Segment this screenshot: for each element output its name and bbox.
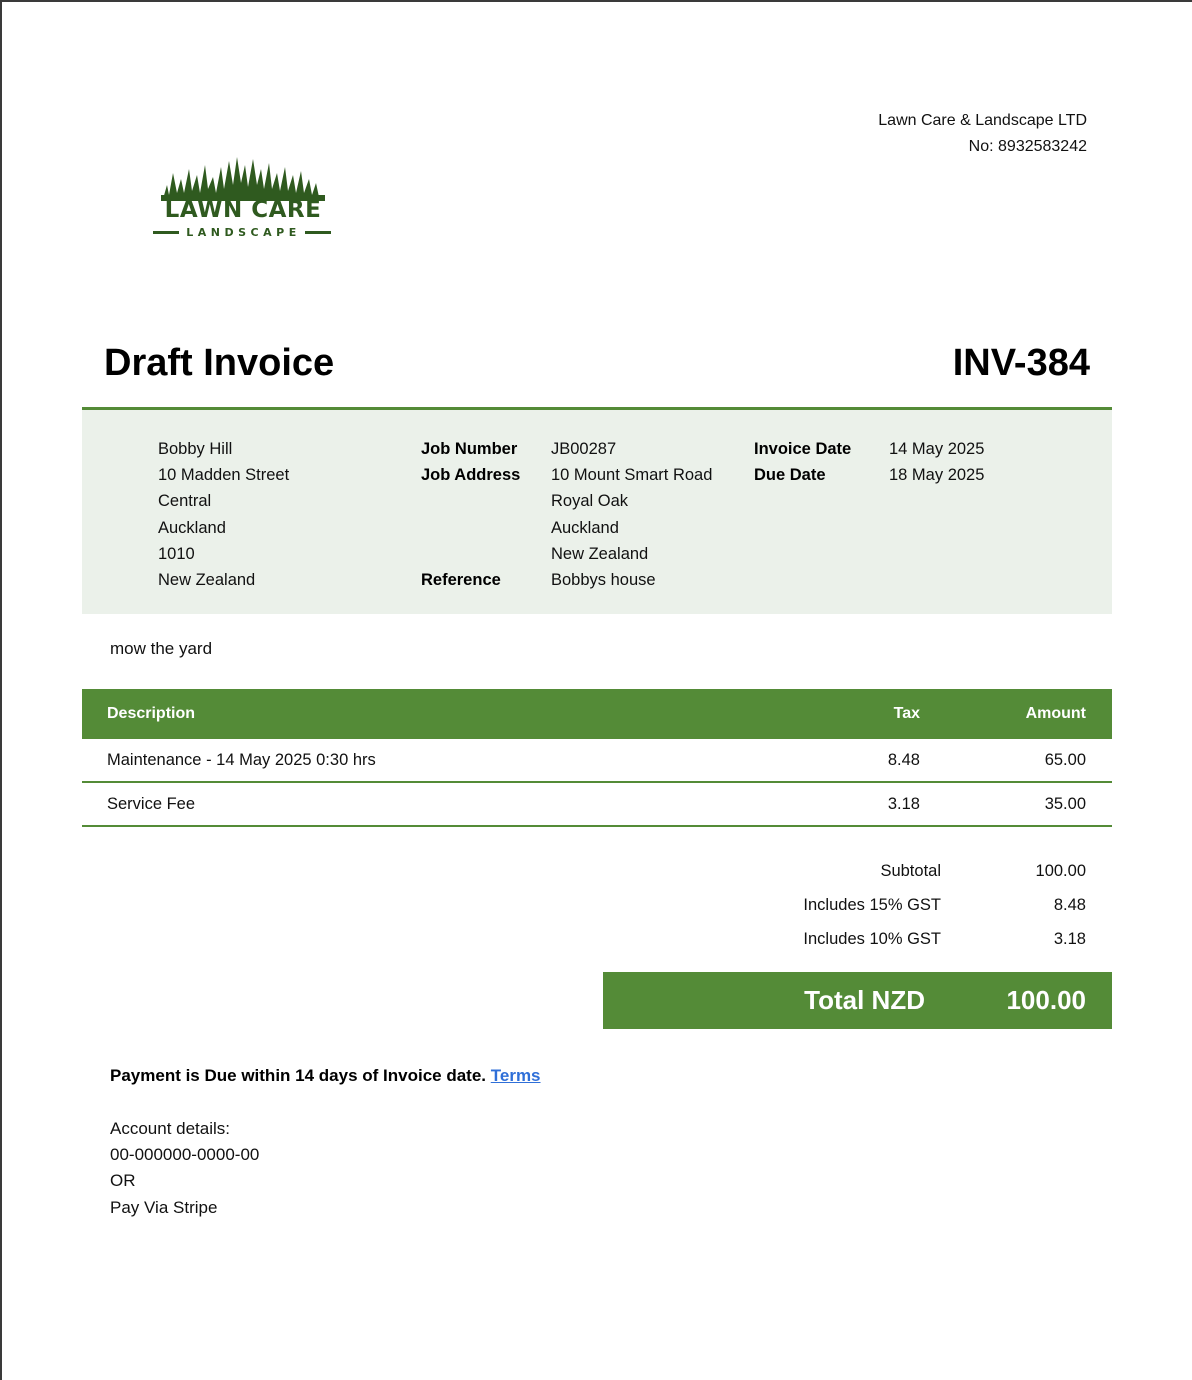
subtotal-row: [692, 858, 1112, 892]
item-tax: 8.48: [887, 751, 920, 769]
customer-address: [158, 436, 289, 593]
address-line: Auckland: [158, 518, 226, 537]
job-address-label: Job Address: [421, 466, 521, 485]
account-line: Account details:: [110, 1119, 231, 1138]
job-address-line: Auckland: [551, 518, 619, 537]
job-number: JB00287: [551, 440, 617, 458]
invoice-date-label: Invoice Date: [754, 440, 852, 458]
invoice-summary: mow the yard: [110, 639, 213, 658]
subtotal-label: Subtotal: [880, 862, 941, 880]
company-logo: [153, 155, 335, 241]
gst15-row: [692, 892, 1112, 926]
grand-total-bar: [603, 972, 1112, 1029]
logo-divider: [153, 231, 179, 234]
reference-label: Reference: [421, 570, 501, 589]
logo-divider: [305, 231, 331, 234]
payment-note-text: Payment is Due within 14 days of Invoice date.: [110, 1066, 487, 1085]
item-description: Maintenance - 14 May 2025 0:30 hrs: [107, 751, 376, 769]
job-values: [551, 436, 712, 593]
customer-name: Bobby Hill: [158, 440, 233, 458]
table-row: [82, 739, 1112, 783]
gst10-label: Includes 10% GST: [803, 930, 941, 948]
terms-link[interactable]: Terms: [490, 1066, 541, 1085]
invoice-date: 14 May 2025: [889, 440, 985, 458]
grass-icon: [153, 155, 335, 201]
logo-wordmark: LAWN CARE: [164, 197, 322, 223]
company-name: Lawn Care & Landscape LTD: [878, 112, 1087, 129]
company-info: [878, 108, 1087, 160]
due-date-label: Due Date: [754, 466, 826, 485]
column-header-description: Description: [107, 705, 196, 722]
job-number-label: Job Number: [421, 440, 518, 458]
job-address-line: 10 Mount Smart Road: [551, 466, 713, 485]
date-values: [889, 436, 984, 488]
company-number: No: 8932583242: [968, 138, 1087, 155]
account-details: [110, 1116, 259, 1221]
subtotal-value: 100.00: [1035, 862, 1086, 880]
total-value: 100.00: [1006, 985, 1086, 1015]
payment-terms-note: [110, 1066, 541, 1086]
item-amount: 65.00: [1044, 751, 1086, 769]
invoice-number: INV-384: [952, 342, 1090, 384]
line-items-table: [82, 689, 1112, 827]
gst10-value: 3.18: [1053, 930, 1086, 948]
job-labels: [421, 436, 520, 593]
gst15-value: 8.48: [1053, 896, 1086, 914]
table-row: [82, 783, 1112, 827]
due-date: 18 May 2025: [889, 466, 985, 485]
account-line: Pay Via Stripe: [110, 1197, 218, 1217]
column-header-tax: Tax: [893, 705, 920, 722]
gst10-row: [692, 926, 1112, 960]
reference-value: Bobbys house: [551, 570, 656, 589]
document-title: Draft Invoice: [104, 342, 335, 384]
account-line: 00-000000-0000-00: [110, 1145, 260, 1165]
column-header-amount: Amount: [1025, 705, 1086, 722]
address-line: 1010: [158, 544, 195, 563]
account-line: OR: [110, 1171, 136, 1191]
logo-subtext: LANDSCAPE: [186, 225, 301, 239]
address-line: Central: [158, 492, 212, 511]
item-amount: 35.00: [1044, 795, 1086, 813]
address-line: 10 Madden Street: [158, 466, 290, 485]
totals-block: [692, 858, 1112, 960]
address-line: New Zealand: [158, 570, 256, 589]
invoice-details-panel: [82, 407, 1112, 614]
date-labels: [754, 436, 851, 488]
logo-subtitle: [153, 225, 331, 239]
item-tax: 3.18: [887, 795, 920, 813]
job-address-line: Royal Oak: [551, 492, 629, 511]
gst15-label: Includes 15% GST: [803, 896, 941, 914]
table-header: [82, 689, 1112, 739]
job-address-line: New Zealand: [551, 544, 649, 563]
total-label: Total NZD: [804, 985, 925, 1015]
item-description: Service Fee: [107, 795, 196, 813]
